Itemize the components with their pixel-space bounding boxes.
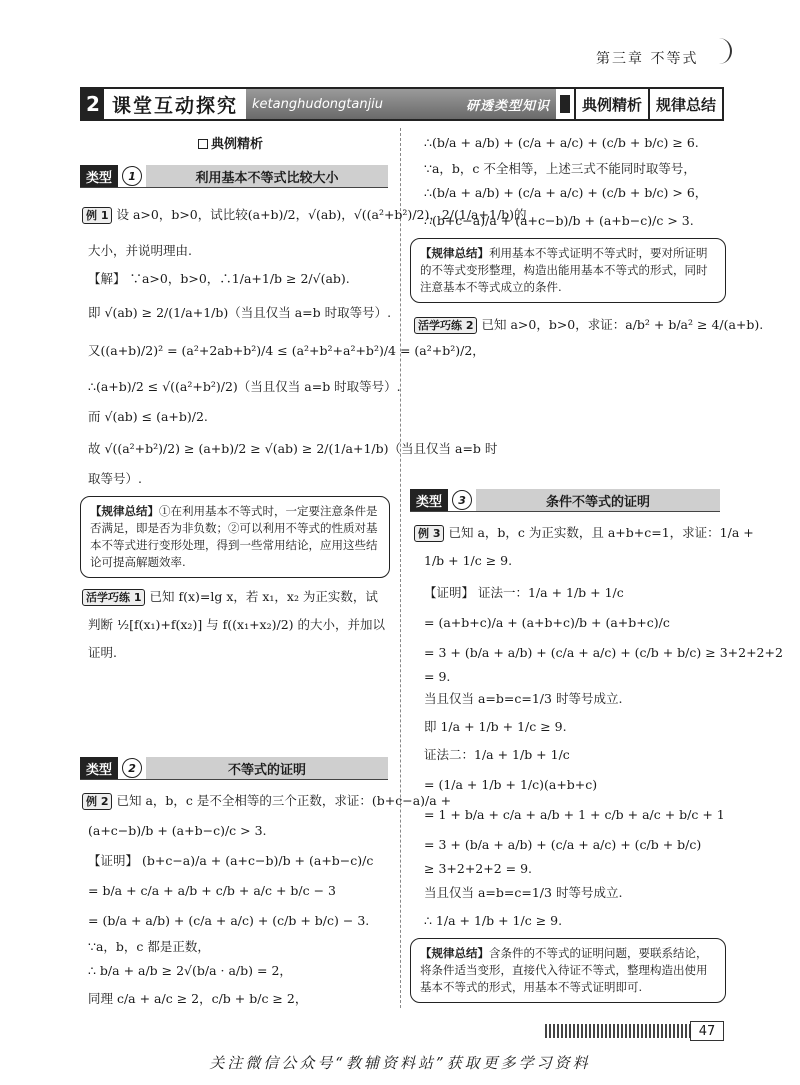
proof-line: 当且仅当 a=b=c=1/3 时等号成立.	[424, 691, 623, 706]
proof-line: = 3 + (b/a + a/b) + (c/a + a/c) + (c/b + b/c) ≥ 3+2+2+2	[424, 645, 783, 660]
banner-slogan: 研透类型知识	[465, 98, 550, 114]
practice-1-tag: 活学巧练 1	[82, 589, 145, 606]
proof-line: ∴ b/a + a/b ≥ 2√(b/a · a/b) = 2，	[88, 963, 292, 978]
practice-1: 活学巧练 1 已知 f(x)=lg x，若 x₁，x₂ 为正实数，试	[82, 588, 378, 606]
rule-summary-box-3: 【规律总结】含条件的不等式的证明问题，要联系结论，将条件适当变形，直接代入待证不等式，整理构造出使用基本不等式的形式，用基本不等式证明即可.	[410, 938, 726, 1003]
proof-line: ∵a，b，c 都是正数，	[88, 939, 210, 954]
type-1-bar: 类型 1 利用基本不等式比较大小	[80, 165, 388, 188]
banner-pinyin: ketanghudongtanjiu	[252, 96, 384, 112]
banner-square-icon	[560, 95, 570, 113]
type-3-title: 条件不等式的证明	[476, 489, 720, 511]
banner-subtitle-strip	[246, 89, 556, 119]
solution-line: 又((a+b)/2)² = (a²+2ab+b²)/4 ≤ (a²+b²+a²+b²)/4 = (a²+b²)/2，	[88, 343, 485, 358]
text-line: 1/b + 1/c ≥ 9.	[424, 553, 513, 568]
proof-line: 【证明】 证法一：1/a + 1/b + 1/c	[424, 585, 624, 600]
proof-line: ∴ 1/a + 1/b + 1/c ≥ 9.	[424, 913, 563, 928]
proof-line: 当且仅当 a=b=c=1/3 时等号成立.	[424, 885, 623, 900]
solution-line: 即 √(ab) ≥ 2/(1/a+1/b)（当且仅当 a=b 时取等号）.	[88, 305, 392, 320]
example-1-tag: 例 1	[82, 207, 112, 224]
proof-line: ∴(b/a + a/b) + (c/a + a/c) + (c/b + b/c) ≥ 6.	[424, 135, 699, 150]
example-1-question: 例 1 设 a>0，b>0，试比较(a+b)/2，√(ab)，√((a²+b²)/2)，2/(1/a+1/b)的	[82, 206, 527, 224]
proof-line: 【证明】 (b+c−a)/a + (a+c−b)/b + (a+b−c)/c	[88, 853, 374, 868]
proof-line: = 1 + b/a + c/a + a/b + 1 + c/b + a/c + b/c + 1	[424, 807, 725, 822]
proof-line: ∴(b+c−a)/a + (a+c−b)/b + (a+b−c)/c > 3.	[424, 213, 694, 228]
solution-line: 故 √((a²+b²)/2) ≥ (a+b)/2 ≥ √(ab) ≥ 2/(1/a+1/b)（当且仅当 a=b 时	[88, 441, 498, 456]
solution-line: ∴(a+b)/2 ≤ √((a²+b²)/2)（当且仅当 a=b 时取等号）.	[88, 379, 401, 394]
solution-line: 【解】 ∵a>0，b>0，∴1/a+1/b ≥ 2/√(ab).	[88, 271, 350, 286]
proof-line: 即 1/a + 1/b + 1/c ≥ 9.	[424, 719, 567, 734]
type-2-number: 2	[122, 758, 142, 778]
banner-number: 2	[82, 89, 104, 119]
type-2-title: 不等式的证明	[146, 757, 388, 779]
footer-hatch-decoration	[545, 1024, 690, 1038]
example-3-tag: 例 3	[414, 525, 444, 542]
banner-tab-summary: 规律总结	[648, 89, 722, 119]
rule-summary-box-2: 【规律总结】利用基本不等式证明不等式时，要对所证明的不等式变形整理，构造出能用基本不等式的形式，同时注意基本不等式成立的条件.	[410, 238, 726, 303]
practice-2: 活学巧练 2 已知 a>0，b>0，求证：a/b² + b/a² ≥ 4/(a+b).	[414, 316, 763, 334]
section-heading: 典例精析	[198, 133, 263, 152]
banner-tab-examples: 典例精析	[574, 89, 648, 119]
header-bracket-decoration	[714, 38, 732, 64]
page-number: 47	[690, 1021, 724, 1041]
proof-line: 证法二：1/a + 1/b + 1/c	[424, 747, 570, 762]
type-1-number: 1	[122, 166, 142, 186]
section-marker-icon	[198, 139, 208, 149]
footer-note: 关注微信公众号“教辅资料站”获取更多学习资料	[209, 1054, 591, 1072]
proof-line: = (1/a + 1/b + 1/c)(a+b+c)	[424, 777, 598, 792]
solution-line: 取等号）.	[88, 471, 142, 486]
proof-line: ∴(b/a + a/b) + (c/a + a/c) + (c/b + b/c) > 6，	[424, 185, 708, 200]
proof-line: 同理 c/a + a/c ≥ 2，c/b + b/c ≥ 2，	[88, 991, 308, 1006]
proof-line: = b/a + c/a + a/b + c/b + a/c + b/c − 3	[88, 883, 337, 898]
type-3-bar: 类型 3 条件不等式的证明	[410, 489, 720, 512]
example-2-question: 例 2 已知 a，b，c 是不全相等的三个正数，求证：(b+c−a)/a +	[82, 792, 451, 810]
proof-line: ∵a，b，c 不全相等，上述三式不能同时取等号，	[424, 161, 696, 176]
example-2-tag: 例 2	[82, 793, 112, 810]
type-2-bar: 类型 2 不等式的证明	[80, 757, 388, 780]
proof-line: = 9.	[424, 669, 451, 684]
practice-2-tag: 活学巧练 2	[414, 317, 477, 334]
rule-summary-box-1: 【规律总结】①在利用基本不等式时，一定要注意条件是否满足，即是否为非负数；②可以利用不等式的性质对基本不等式进行变形处理，得到一些常用结论，应用这些结论可提高解题效率.	[80, 496, 390, 578]
proof-line: ≥ 3+2+2+2 = 9.	[424, 861, 533, 876]
proof-line: = (a+b+c)/a + (a+b+c)/b + (a+b+c)/c	[424, 615, 670, 630]
type-1-title: 利用基本不等式比较大小	[146, 165, 388, 187]
solution-line: 而 √(ab) ≤ (a+b)/2.	[88, 409, 208, 424]
banner-title: 课堂互动探究	[112, 94, 239, 117]
proof-line: = (b/a + a/b) + (c/a + a/c) + (c/b + b/c) − 3.	[88, 913, 370, 928]
text-line: 证明.	[88, 645, 117, 660]
proof-line: = 3 + (b/a + a/b) + (c/a + a/c) + (c/b + b/c)	[424, 837, 702, 852]
text-line: 大小，并说明理由.	[88, 243, 192, 258]
type-3-number: 3	[452, 490, 472, 510]
column-divider	[400, 128, 401, 1008]
text-line: (a+c−b)/b + (a+b−c)/c > 3.	[88, 823, 267, 838]
chapter-header: 第三章 不等式	[596, 51, 699, 67]
section-banner	[80, 87, 724, 121]
text-line: 判断 ½[f(x₁)+f(x₂)] 与 f((x₁+x₂)/2) 的大小，并加以	[88, 617, 386, 632]
example-3-question: 例 3 已知 a，b，c 为正实数，且 a+b+c=1，求证：1/a +	[414, 524, 754, 542]
